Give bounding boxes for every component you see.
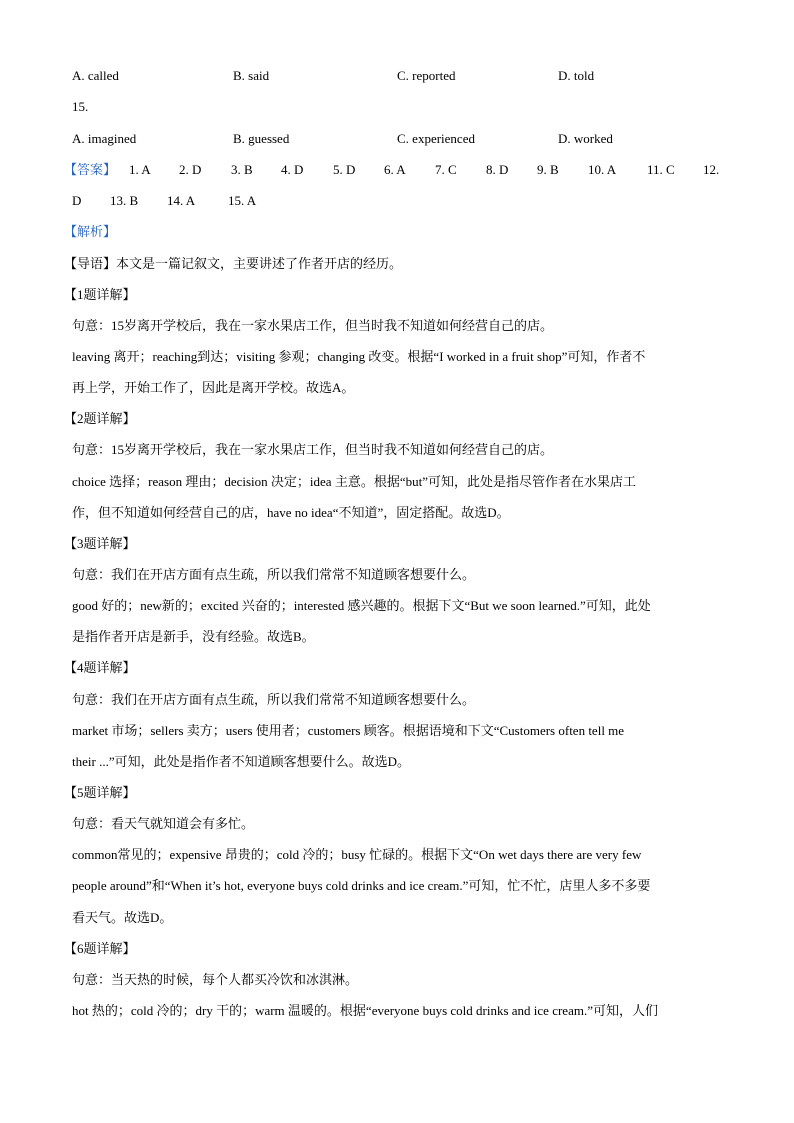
answer-item: 4. D (281, 162, 304, 177)
paragraph-line: 句意：我们在开店方面有点生疏，所以我们常常不知道顾客想要什么。 (72, 567, 476, 582)
paragraph-line: 句意：15岁离开学校后，我在一家水果店工作，但当时我不知道如何经营自己的店。 (72, 442, 554, 457)
paragraph-line: common常见的；expensive 昂贵的；cold 冷的；busy 忙碌的。根据下文“On wet days there are very few (72, 847, 642, 862)
paragraph-line: 句意：15岁离开学校后，我在一家水果店工作，但当时我不知道如何经营自己的店。 (72, 318, 554, 333)
paragraph-line: choice 选择；reason 理由；decision 决定；idea 主意。根据“but”可知，此处是指尽管作者在水果店工 (72, 474, 636, 489)
answer-item: 3. B (231, 162, 253, 177)
q15-option-b: B. guessed (233, 131, 290, 146)
answer-item: 5. D (333, 162, 356, 177)
answer-item: 15. A (228, 193, 257, 208)
paragraph-line: good 好的；new新的；excited 兴奋的；interested 感兴趣的。根据下文“But we soon learned.”可知，此处 (72, 598, 651, 613)
answer-item: 8. D (486, 162, 509, 177)
section-heading: 【2题详解】 (64, 411, 136, 426)
paragraph-line: 再上学，开始工作了，因此是离开学校。故选A。 (72, 380, 355, 395)
answer-item: 13. B (110, 193, 139, 208)
q15-option-c: C. experienced (397, 131, 475, 146)
q14-option-c: C. reported (397, 68, 456, 83)
analysis-label: 【解析】 (64, 224, 117, 239)
answer-item: 1. A (129, 162, 151, 177)
q14-option-a: A. called (72, 68, 119, 83)
paragraph-line: 作，但不知道如何经营自己的店，have no idea“不知道”，固定搭配。故选D。 (72, 505, 510, 520)
answer-item: 10. A (588, 162, 617, 177)
paragraph-line: hot 热的；cold 冷的；dry 干的；warm 温暖的。根据“everyone buys cold drinks and ice cream.”可知，人们 (72, 1003, 658, 1018)
paragraph-line: their ...”可知，此处是指作者不知道顾客想要什么。故选D。 (72, 754, 410, 769)
q15-option-d: D. worked (558, 131, 613, 146)
answer-item: 14. A (167, 193, 196, 208)
answer-item: 11. C (647, 162, 675, 177)
q15-number: 15. (72, 99, 89, 114)
section-heading: 【5题详解】 (64, 785, 136, 800)
q14-option-d: D. told (558, 68, 595, 83)
guide-text: 【导语】本文是一篇记叙文，主要讲述了作者开店的经历。 (64, 256, 403, 271)
paragraph-line: people around”和“When it’s hot, everyone buys cold drinks and ice cream.”可知，忙不忙，店里人多不多要 (72, 878, 651, 893)
answer-item: D (72, 193, 82, 208)
q15-option-a: A. imagined (72, 131, 137, 146)
section-heading: 【6题详解】 (64, 941, 136, 956)
section-heading: 【3题详解】 (64, 536, 136, 551)
section-heading: 【1题详解】 (64, 287, 136, 302)
paragraph-line: 句意：当天热的时候，每个人都买冷饮和冰淇淋。 (72, 972, 359, 987)
paragraph-line: leaving 离开；reaching到达；visiting 参观；changing 改变。根据“I worked in a fruit shop”可知，作者不 (72, 349, 646, 364)
paragraph-line: 是指作者开店是新手，没有经验。故选B。 (72, 629, 315, 644)
q14-option-b: B. said (233, 68, 270, 83)
paragraph-line: 看天气。故选D。 (72, 910, 173, 925)
paragraph-line: 句意：看天气就知道会有多忙。 (72, 816, 255, 831)
answer-item: 12. (703, 162, 720, 177)
answer-label: 【答案】 (64, 162, 117, 177)
answer-item: 9. B (537, 162, 559, 177)
answer-item: 2. D (179, 162, 202, 177)
answer-item: 6. A (384, 162, 406, 177)
paragraph-line: market 市场；sellers 卖方；users 使用者；customers 顾客。根据语境和下文“Customers often tell me (72, 723, 625, 738)
answer-item: 7. C (435, 162, 457, 177)
paragraph-line: 句意：我们在开店方面有点生疏，所以我们常常不知道顾客想要什么。 (72, 692, 476, 707)
section-heading: 【4题详解】 (64, 660, 136, 675)
